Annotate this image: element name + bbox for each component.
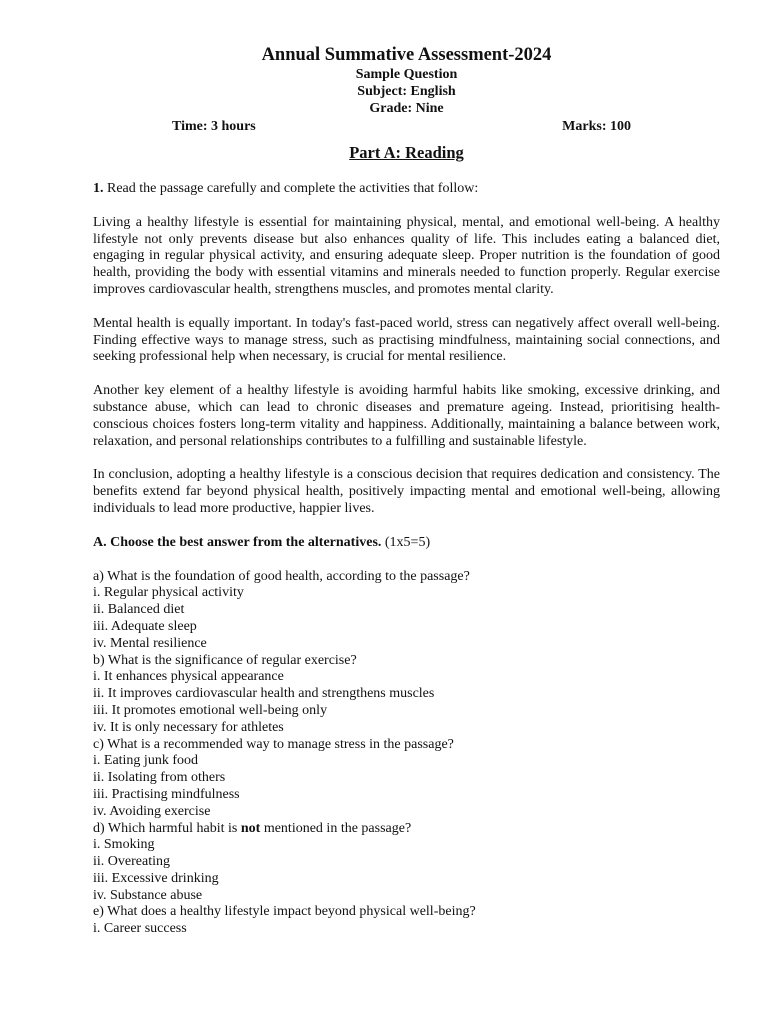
option: i. Eating junk food xyxy=(93,753,198,769)
question-d-pre: d) Which harmful habit is xyxy=(93,820,241,836)
exam-title: Annual Summative Assessment-2024 xyxy=(261,45,552,65)
option: i. Career success xyxy=(93,921,187,937)
question-b: b) What is the significance of regular exercise? xyxy=(93,652,357,668)
question-d-emphasis: not xyxy=(240,820,261,836)
instruction xyxy=(93,181,720,198)
option: ii. Overeating xyxy=(93,854,170,870)
passage-paragraph: Living a healthy lifestyle is essential for maintaining physical, mental, and emotional well-being. A healthy lifestyle not only prevents disease but also enhances quality of life. This includes eating a balanced diet, engaging in regular physical activity, and ensuring adequate sleep. Proper nutrition is the foundation of good health, providing the body with essential vitamins and minerals needed to function properly. Regular exercise improves cardiovascular health, strengthens muscles, and promotes mental clarity. xyxy=(93,214,720,297)
option: iv. Substance abuse xyxy=(93,887,203,903)
option: i. Smoking xyxy=(93,837,155,853)
option: ii. Isolating from others xyxy=(93,770,226,786)
part-title: Part A: Reading xyxy=(349,143,464,162)
exam-page xyxy=(93,44,720,938)
sample-label: Sample Question xyxy=(355,67,458,82)
question-e: e) What does a healthy lifestyle impact beyond physical well-being? xyxy=(93,904,476,920)
option: ii. It improves cardiovascular health and strengthens muscles xyxy=(93,686,435,702)
section-a-heading xyxy=(93,535,720,552)
question-a: a) What is the foundation of good health, according to the passage? xyxy=(93,568,470,584)
option: iii. Adequate sleep xyxy=(93,618,197,634)
passage-paragraph: In conclusion, adopting a healthy lifestyle is a conscious decision that requires dedication and consistency. The benefits extend far beyond physical health, positively impacting mental and emotional well-being, allowing individuals to lead more productive, happier lives. xyxy=(93,467,720,516)
option: iv. Avoiding exercise xyxy=(93,803,211,819)
option: ii. Balanced diet xyxy=(93,602,185,618)
time-label: Time: 3 hours xyxy=(172,119,256,134)
question-c: c) What is a recommended way to manage stress in the passage? xyxy=(93,736,454,752)
marks-label: Marks: 100 xyxy=(562,119,631,134)
section-a-title: A. Choose the best answer from the alternatives. xyxy=(93,534,382,550)
section-a-marks: (1x5=5) xyxy=(381,534,431,550)
option: iii. It promotes emotional well-being only xyxy=(93,702,328,718)
instruction-text: Read the passage carefully and complete the activities that follow: xyxy=(103,181,479,196)
instruction-number: 1. xyxy=(93,181,104,196)
passage-paragraph: Another key element of a healthy lifestyle is avoiding harmful habits like smoking, excessive drinking, and substance abuse, which can lead to chronic diseases and premature ageing. Instead, prioritising health-conscious choices fosters long-term vitality and happiness. Additionally, maintaining a balance between work, relaxation, and personal relationships contributes to a fulfilling and sustainable lifestyle. xyxy=(93,383,720,449)
question-d-post: mentioned in the passage? xyxy=(260,820,412,836)
option: iv. Mental resilience xyxy=(93,635,207,651)
question-list xyxy=(93,569,720,939)
option: iv. It is only necessary for athletes xyxy=(93,719,284,735)
option: iii. Practising mindfulness xyxy=(93,786,240,802)
grade-label: Grade: Nine xyxy=(369,101,444,116)
question-d xyxy=(93,821,720,838)
option: iii. Excessive drinking xyxy=(93,870,219,886)
passage-paragraph: Mental health is equally important. In today's fast-paced world, stress can negatively affect overall well-being. Finding effective ways to manage stress, such as practising mindfulness, maintaining social connections, and seeking professional help when necessary, is crucial for mental resilience. xyxy=(93,315,720,365)
option: i. It enhances physical appearance xyxy=(93,669,284,685)
subject-label: Subject: English xyxy=(357,84,456,99)
exam-meta-row xyxy=(93,118,720,138)
option: i. Regular physical activity xyxy=(93,585,244,601)
